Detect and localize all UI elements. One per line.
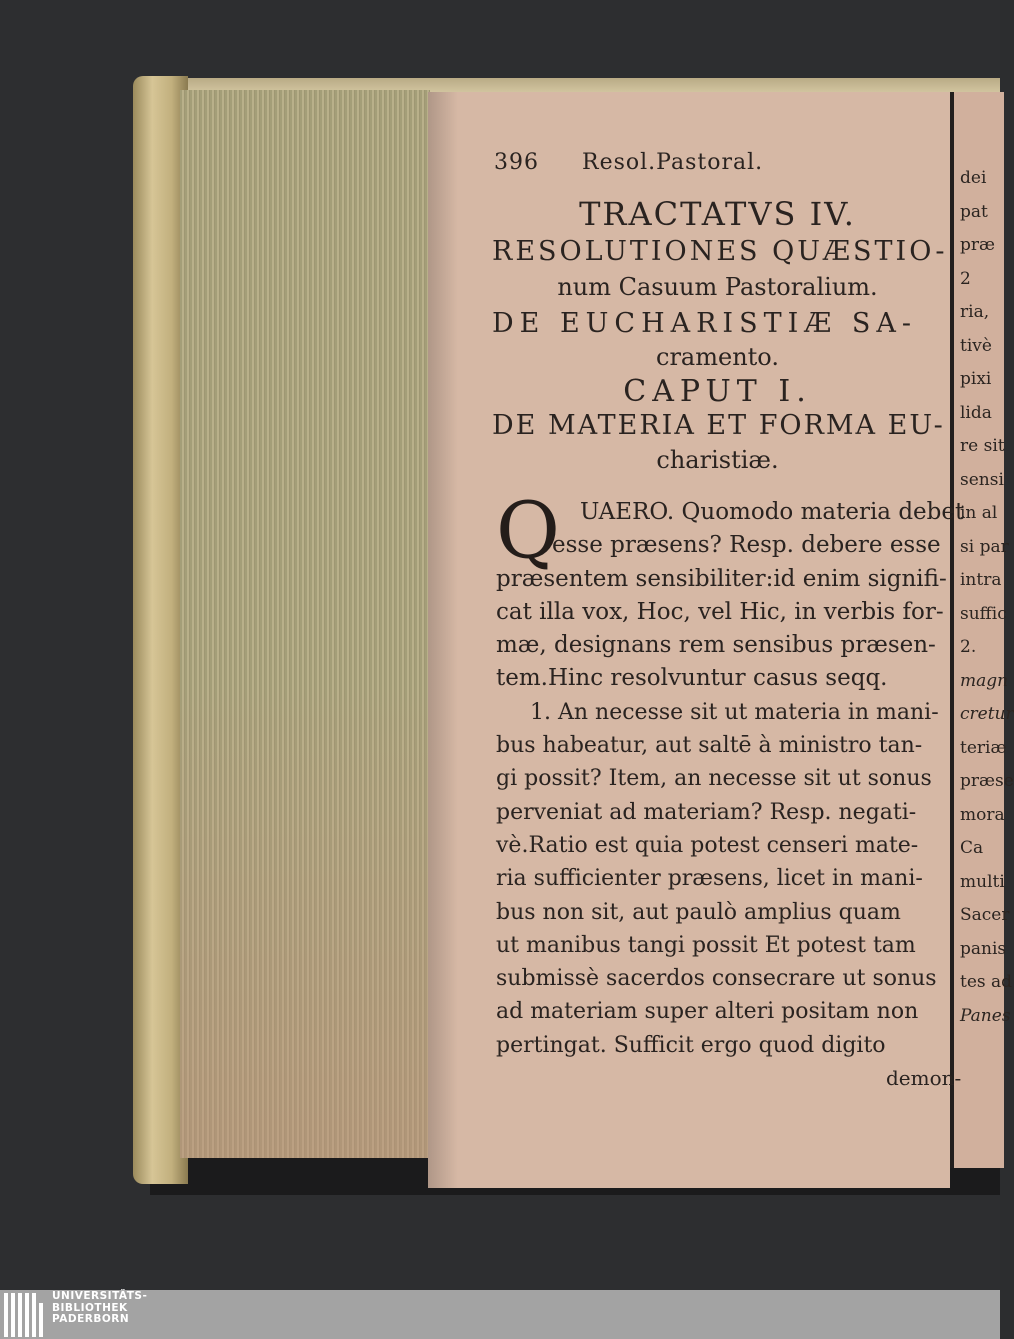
- facing-line: præse: [960, 771, 1014, 791]
- facing-line: Sacer: [960, 905, 1010, 925]
- body-line: cat illa vox, Hoc, vel Hic, in verbis for-: [496, 598, 944, 625]
- body-line: perveniat ad materiam? Resp. negati-: [496, 799, 917, 825]
- facing-line: dei: [960, 168, 987, 188]
- facing-line: magn: [960, 670, 1009, 691]
- body-line: pertingat. Sufficit ergo quod digito: [496, 1032, 886, 1058]
- facing-line: re sit: [960, 436, 1005, 456]
- body-line: gi possit? Item, an necesse sit ut sonus: [496, 766, 932, 792]
- facing-line: intra: [960, 570, 1002, 590]
- facing-line: ria,: [960, 302, 990, 322]
- body-line: tem.Hinc resolvuntur casus seqq.: [496, 665, 888, 692]
- page-number: 396: [494, 150, 539, 175]
- facing-line: multi: [960, 871, 1005, 892]
- body-line: mæ, designans rem sensibus præsen-: [496, 632, 936, 659]
- body-line: esse præsens? Resp. debere esse: [552, 532, 941, 559]
- subject-line-2: cramento.: [656, 343, 779, 371]
- facing-line: sensi: [960, 469, 1004, 490]
- facing-line: teriæ: [960, 737, 1007, 758]
- library-logo-icon: [4, 1293, 46, 1337]
- chapter-subject-line-2: charistiæ.: [656, 446, 779, 474]
- facing-line: pixi: [960, 369, 992, 389]
- facing-line: suffic: [960, 603, 1007, 624]
- facing-line: tivè: [960, 335, 992, 356]
- drop-cap: Q: [496, 486, 560, 576]
- facing-line: panis: [960, 938, 1007, 959]
- facing-line: Panes: [960, 1005, 1011, 1026]
- subject-line-1: DE EUCHARISTIÆ SA-: [492, 308, 917, 339]
- chapter-subject-line-1: DE MATERIA ET FORMA EU-: [492, 410, 945, 441]
- logo-line-3: PADERBORN: [52, 1313, 130, 1325]
- body-line: præsentem sensibiliter:id enim signifi-: [496, 565, 947, 592]
- body-line: ria sufficienter præsens, licet in mani-: [496, 866, 923, 892]
- facing-line: cretur: [960, 704, 1014, 724]
- body-line: vè.Ratio est quia potest censeri mate-: [496, 832, 919, 858]
- body-line: bus non sit, aut paulò amplius quam: [496, 899, 901, 925]
- facing-line: 2.: [960, 637, 977, 657]
- facing-line: tes ad: [960, 972, 1013, 992]
- body-line: bus habeatur, aut saltē à ministro tan-: [496, 733, 923, 759]
- facing-line: in al: [960, 503, 998, 523]
- body-text: [496, 496, 964, 1095]
- facing-line: mora: [960, 804, 1005, 825]
- logo-line-1: UNIVERSITÄTS-: [52, 1290, 148, 1302]
- page-block-edge: [180, 90, 430, 1158]
- facing-line: pat: [960, 201, 988, 222]
- library-logo-text: [52, 1291, 147, 1326]
- facing-line: 2: [960, 268, 971, 289]
- facing-line: lida: [960, 402, 992, 423]
- facing-line: præ: [960, 235, 995, 255]
- subtitle-line-1: RESOLUTIONES QUÆSTIO-: [492, 236, 948, 267]
- body-line: 1. An necesse sit ut materia in mani-: [530, 699, 939, 725]
- facing-line: si par: [960, 536, 1009, 557]
- running-header: [494, 150, 763, 175]
- body-line: demon-: [886, 1066, 962, 1091]
- treatise-title: TRACTATVS IV.: [579, 195, 856, 233]
- body-line: UAERO. Quomodo materia debet: [580, 499, 965, 525]
- body-line: submissè sacerdos consecrare ut sonus: [496, 966, 937, 992]
- body-line: ut manibus tangi possit Et potest tam: [496, 932, 916, 958]
- subtitle-line-2: num Casuum Pastoralium.: [557, 273, 878, 301]
- logo-line-2: BIBLIOTHEK: [52, 1301, 128, 1314]
- facing-line: Ca: [960, 838, 984, 858]
- running-head: Resol.Pastoral.: [582, 150, 764, 175]
- library-footer-bar: [0, 1290, 1000, 1339]
- body-line: ad materiam super alteri positam non: [496, 999, 919, 1025]
- chapter-title: CAPUT I.: [623, 374, 812, 409]
